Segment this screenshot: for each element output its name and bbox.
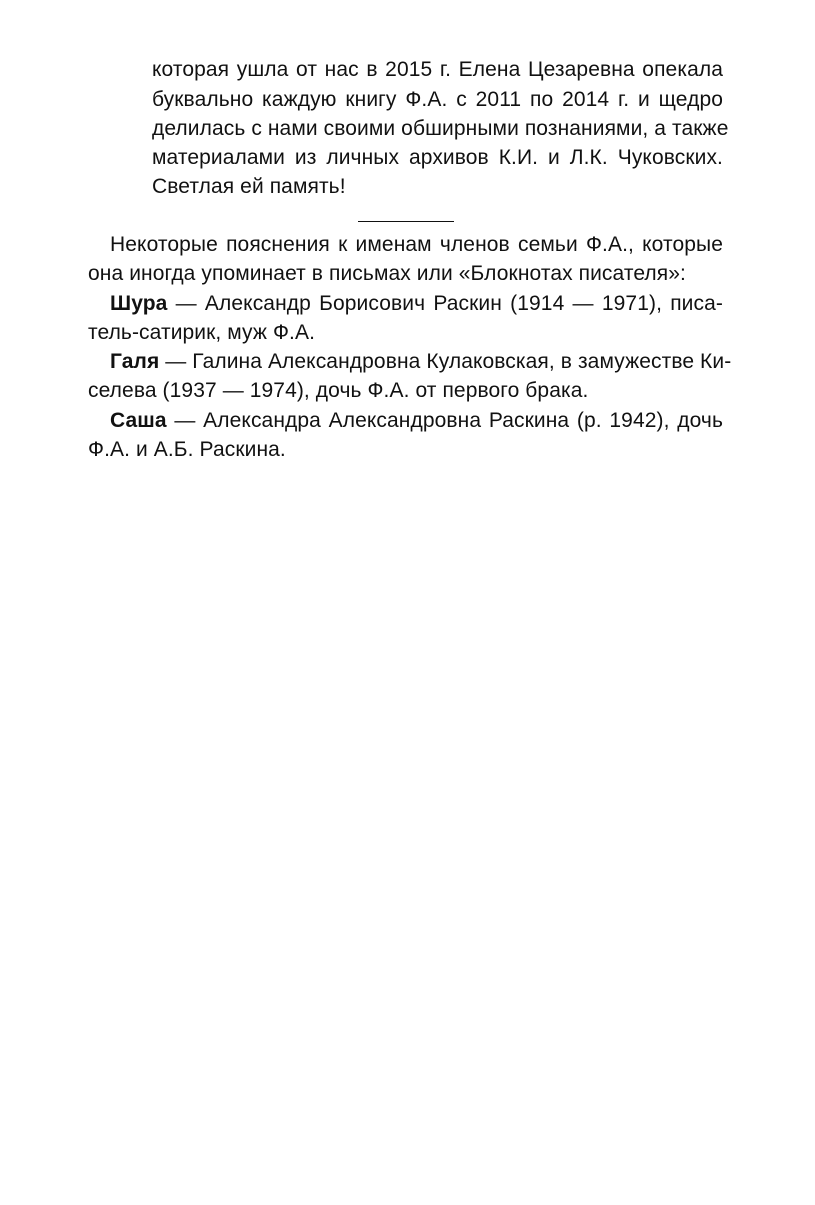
note-name: Галя (110, 350, 160, 373)
note-entry-galya (110, 347, 732, 377)
note-text: — Александр Борисович Раскин (1914 — 1971), писа- (167, 292, 723, 315)
quote-line: которая ушла от нас в 2015 г. Елена Цезаревна опекала (152, 58, 723, 81)
section-divider (358, 221, 454, 222)
quote-line: буквально каждую книгу Ф.А. с 2011 по 2014 г. и щедро (152, 88, 723, 111)
note-entry-continuation: тель-сатирик, муж Ф.А. (88, 321, 316, 344)
note-text: — Александра Александровна Раскина (р. 1942), дочь (166, 409, 723, 432)
quote-line: Светлая ей память! (152, 175, 346, 198)
notes-intro-line: Некоторые пояснения к именам членов семьи Ф.А., которые (110, 233, 723, 256)
notes-intro-line: она иногда упоминает в письмах или «Блокнотах писателя»: (88, 262, 686, 285)
note-text: — Галина Александровна Кулаковская, в замужестве Ки- (159, 350, 732, 373)
quote-line: материалами из личных архивов К.И. и Л.К. Чуковских. (152, 146, 723, 169)
note-name: Саша (110, 409, 167, 432)
note-entry-continuation: Ф.А. и А.Б. Раскина. (88, 438, 286, 461)
note-entry-continuation: селева (1937 — 1974), дочь Ф.А. от первого брака. (88, 379, 589, 402)
quote-line: делилась с нами своими обширными познаниями, а также (152, 117, 729, 140)
note-entry-sasha (110, 406, 723, 436)
note-name: Шура (110, 292, 168, 315)
note-entry-shura (110, 289, 723, 319)
